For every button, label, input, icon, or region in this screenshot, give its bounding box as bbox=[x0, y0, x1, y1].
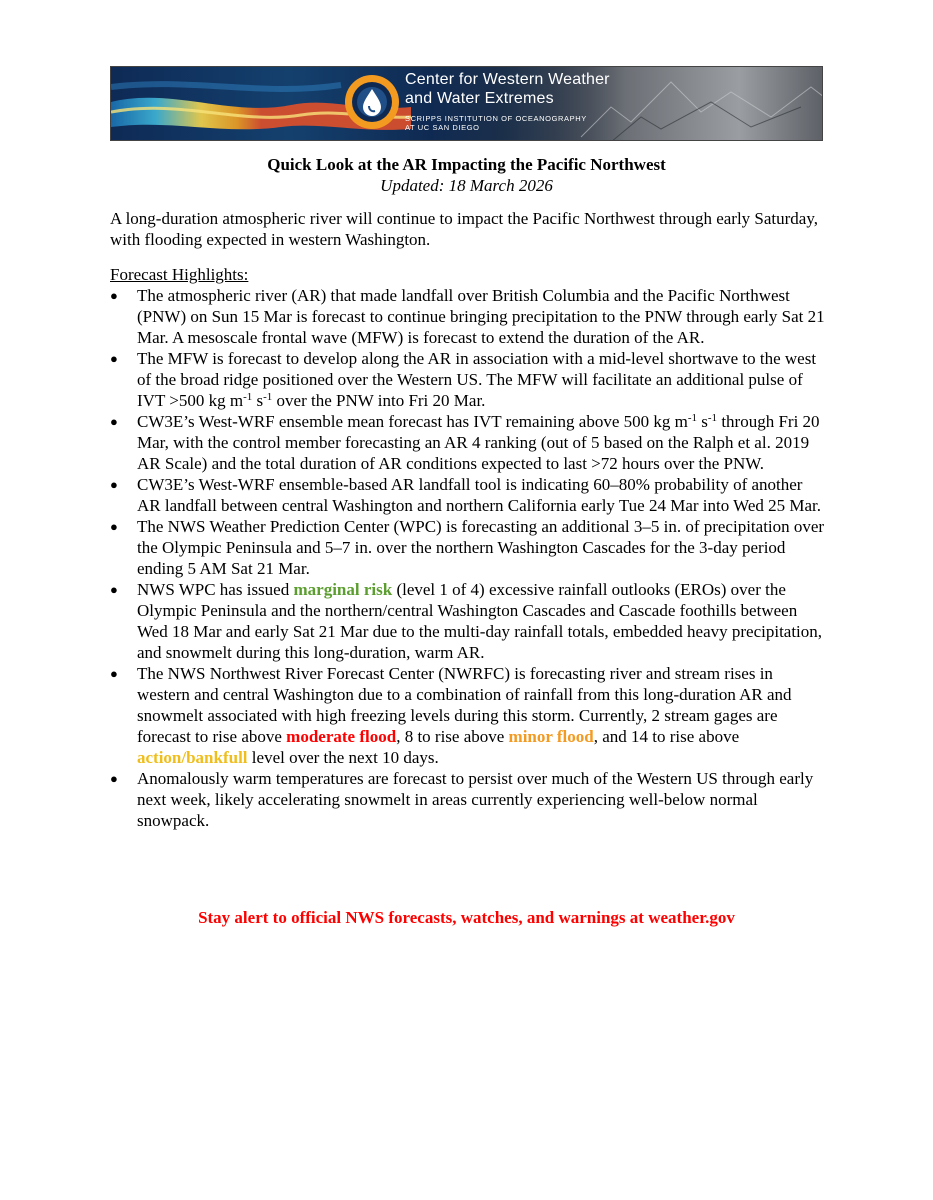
highlight-text: , 8 to rise above bbox=[396, 727, 509, 746]
highlight-text: through Fri 20 Mar, with the control member forecasting an AR 4 ranking (out of 5 based on the Ralph et al. 2019 AR Scale) and the total duration of AR conditions expected to last >72 hours over the PNW. bbox=[137, 412, 820, 473]
highlight-text: (level 1 of 4) excessive rainfall outlooks (EROs) over the Olympic Peninsula and the northern/central Washington Cascades and Cascade foothills between Wed 18 Mar and early Sat 21 Mar due to the multi-day rainfall totals, embedded heavy precipitation, and snowmelt during this long-duration, warm AR. bbox=[137, 580, 823, 662]
bullet-icon: ● bbox=[110, 477, 118, 492]
superscript: -1 bbox=[243, 391, 253, 403]
nws-alert-notice: Stay alert to official NWS forecasts, watches, and warnings at weather.gov bbox=[198, 908, 735, 927]
document-title: Quick Look at the AR Impacting the Pacific Northwest bbox=[267, 155, 666, 174]
superscript: -1 bbox=[707, 412, 718, 424]
bullet-icon: ● bbox=[110, 288, 118, 303]
action-bankfull-label: action/bankfull bbox=[137, 748, 248, 767]
updated-date: Updated: 18 March 2026 bbox=[380, 176, 553, 195]
list-item bbox=[110, 285, 825, 348]
banner-title-line1: Center for Western Weather bbox=[405, 71, 610, 88]
highlight-text: s bbox=[697, 412, 708, 431]
highlight-text: The atmospheric river (AR) that made landfall over British Columbia and the Pacific Northwest (PNW) on Sun 15 Mar is forecast to continue bringing precipitation to the PNW through early Sat 21 Mar. A mesoscale frontal wave (MFW) is forecast to extend the duration of the AR. bbox=[137, 286, 825, 347]
highlight-text: over the PNW into Fri 20 Mar. bbox=[272, 391, 486, 410]
highlight-text: NWS WPC has issued bbox=[137, 580, 294, 599]
highlight-text: s bbox=[252, 391, 264, 410]
highlight-text: CW3E’s West-WRF ensemble-based AR landfall tool is indicating 60–80% probability of another AR landfall between central Washington and northern California early Tue 24 Mar into Wed 25 Mar. bbox=[137, 475, 822, 515]
moderate-flood-label: moderate flood bbox=[286, 727, 397, 746]
marginal-risk-label: marginal risk bbox=[293, 580, 393, 599]
cw3e-logo bbox=[343, 73, 401, 131]
list-item bbox=[110, 411, 825, 474]
highlight-text: The NWS Weather Prediction Center (WPC) is forecasting an additional 3–5 in. of precipitation over the Olympic Peninsula and 5–7 in. over the northern Washington Cascades for the 3-day period ending 5 AM Sat 21 Mar. bbox=[137, 517, 825, 578]
bullet-icon: ● bbox=[110, 771, 118, 786]
bullet-icon: ● bbox=[110, 582, 118, 597]
list-item bbox=[110, 663, 825, 768]
banner-sub-line2: AT UC SAN DIEGO bbox=[405, 123, 480, 132]
banner-sub-line1: SCRIPPS INSTITUTION OF OCEANOGRAPHY bbox=[405, 114, 587, 123]
bullet-icon: ● bbox=[110, 666, 118, 681]
header-banner bbox=[110, 66, 823, 141]
superscript: -1 bbox=[687, 412, 698, 424]
list-item bbox=[110, 579, 825, 663]
banner-subtitle bbox=[405, 114, 587, 132]
list-item bbox=[110, 348, 825, 411]
bullet-icon: ● bbox=[110, 351, 118, 366]
highlight-text: , and 14 to rise above bbox=[593, 727, 740, 746]
highlights-list bbox=[110, 285, 825, 831]
list-item bbox=[110, 516, 825, 579]
superscript: -1 bbox=[263, 391, 273, 403]
minor-flood-label: minor flood bbox=[508, 727, 594, 746]
highlight-text: CW3E’s West-WRF ensemble mean forecast has IVT remaining above 500 kg m bbox=[137, 412, 688, 431]
highlight-text: level over the next 10 days. bbox=[247, 748, 439, 767]
list-item bbox=[110, 474, 825, 516]
bullet-icon: ● bbox=[110, 519, 118, 534]
list-item bbox=[110, 768, 825, 831]
highlight-text: The MFW is forecast to develop along the AR in association with a mid-level shortwave to the west of the broad ridge positioned over the Western US. The MFW will facilitate an additional pulse of IVT >500 kg m bbox=[137, 349, 817, 410]
banner-title bbox=[405, 70, 610, 108]
highlight-text: The NWS Northwest River Forecast Center (NWRFC) is forecasting river and stream rises in western and central Washington due to a combination of rainfall from this long-duration AR and snowmelt associated with high freezing levels during this storm. Currently, 2 stream gages are forecast to rise above bbox=[137, 664, 792, 746]
highlights-heading: Forecast Highlights: bbox=[110, 265, 249, 284]
intro-paragraph: A long-duration atmospheric river will continue to impact the Pacific Northwest through early Saturday, with flooding expected in western Washington. bbox=[110, 209, 818, 249]
highlight-text: Anomalously warm temperatures are forecast to persist over much of the Western US through early next week, likely accelerating snowmelt in areas currently experiencing well-below normal snowpack. bbox=[137, 769, 814, 830]
bullet-icon: ● bbox=[110, 414, 118, 429]
banner-title-line2: and Water Extremes bbox=[405, 90, 554, 107]
